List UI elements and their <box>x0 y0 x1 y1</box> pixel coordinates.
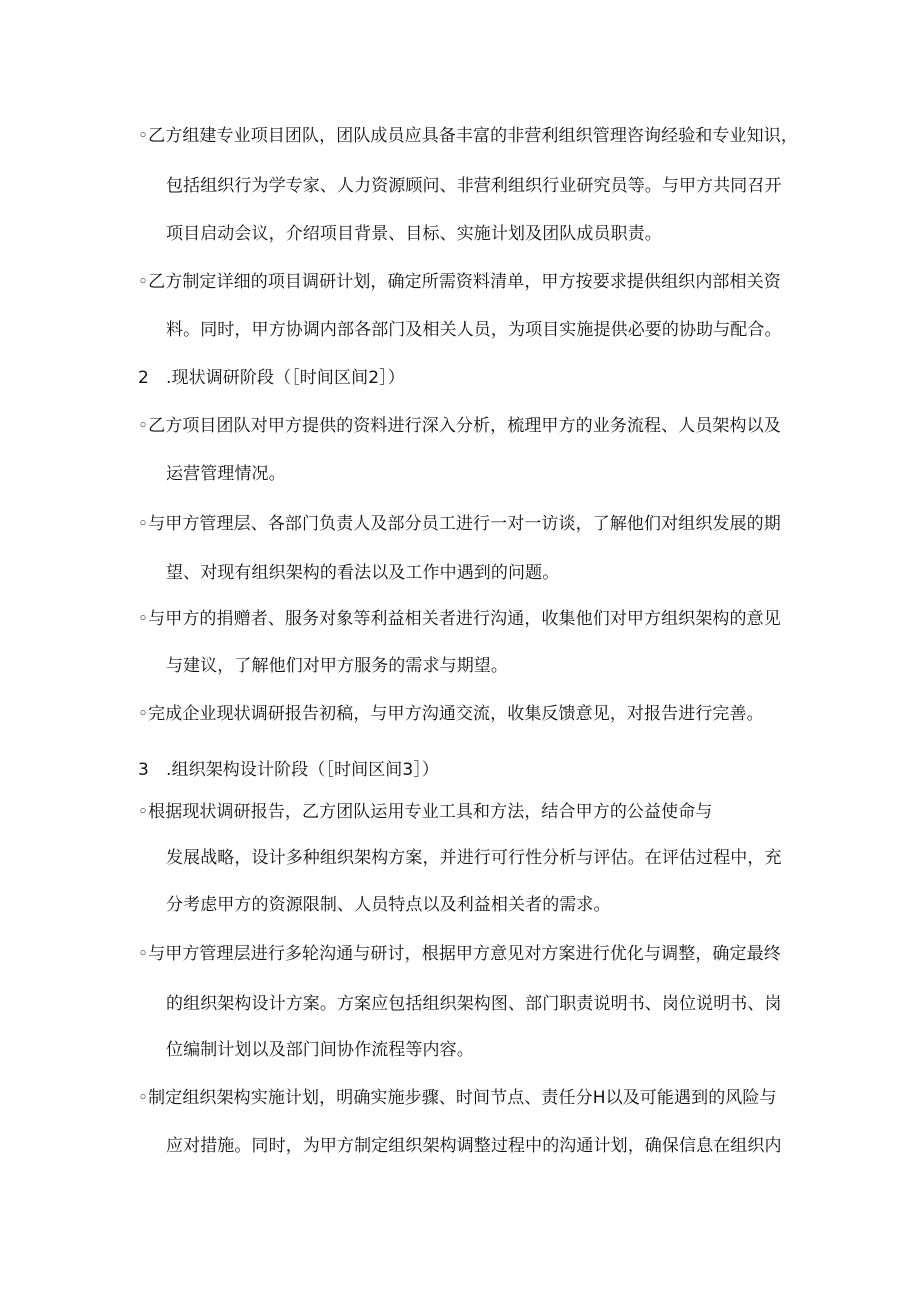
paragraph-line: ◦乙方制定详细的项目调研计划，确定所需资料清单，甲方按要求提供组织内部相关资 <box>138 272 781 292</box>
section-heading-number: 2 <box>138 368 149 388</box>
paragraph-line: ◦与甲方的捐赠者、服务对象等利益相关者进行沟通，收集他们对甲方组织架构的意见 <box>138 609 781 629</box>
paragraph-line: 位编制计划以及部门间协作流程等内容。 <box>166 1040 474 1060</box>
paragraph-line: 料。同时，甲方协调内部各部门及相关人员，为项目实施提供必要的协助与配合。 <box>166 320 782 340</box>
paragraph-line: 分考虑甲方的资源限制、人员特点以及利益相关者的需求。 <box>166 895 611 915</box>
section-heading <box>138 758 439 782</box>
paragraph-line: ◦根据现状调研报告，乙方团队运用专业工具和方法，结合甲方的公益使命与 <box>138 802 713 822</box>
paragraph-line: 运营管理情况。 <box>166 464 286 484</box>
paragraph-line: 包括组织行为学专家、人力资源顾问、非营利组织行业研究员等。与甲方共同召开 <box>166 176 782 196</box>
section-heading-text: .现状调研阶段（［时间区间2］） <box>166 368 405 388</box>
paragraph-line: 应对措施。同时，为甲方制定组织架构调整过程中的沟通计划，确保信息在组织内 <box>166 1136 782 1156</box>
paragraph-line: ◦乙方项目团队对甲方提供的资料进行深入分析，梳理甲方的业务流程、人员架构以及 <box>138 416 781 436</box>
paragraph-line: 项目启动会议，介绍项目背景、目标、实施计划及团队成员职责。 <box>166 224 662 244</box>
section-heading-number: 3 <box>138 760 149 780</box>
section-heading-text: .组织架构设计阶段（［时间区间3］） <box>166 760 440 780</box>
paragraph-line: 望、对现有组织架构的看法以及工作中遇到的问题。 <box>166 563 560 583</box>
paragraph-line: ◦与甲方管理层、各部门负责人及部分员工进行一对一访谈，了解他们对组织发展的期 <box>138 514 781 534</box>
paragraph-line: ◦乙方组建专业项目团队，团队成员应具备丰富的非营利组织管理咨询经验和专业知识， <box>138 126 798 146</box>
paragraph-line: ◦完成企业现状调研报告初稿，与甲方沟通交流，收集反馈意见，对报告进行完善。 <box>138 704 764 724</box>
paragraph-line: ◦与甲方管理层进行多轮沟通与研讨，根据甲方意见对方案进行优化与调整，确定最终 <box>138 944 781 964</box>
paragraph-line: 发展战略，设计多种组织架构方案，并进行可行性分析与评估。在评估过程中，充 <box>166 848 782 868</box>
paragraph-line: ◦制定组织架构实施计划，明确实施步骤、时间节点、责任分H以及可能遇到的风险与 <box>138 1088 777 1108</box>
section-heading <box>138 366 405 390</box>
paragraph-line: 的组织架构设计方案。方案应包括组织架构图、部门职责说明书、岗位说明书、岗 <box>166 994 782 1014</box>
paragraph-line: 与建议，了解他们对甲方服务的需求与期望。 <box>166 656 508 676</box>
